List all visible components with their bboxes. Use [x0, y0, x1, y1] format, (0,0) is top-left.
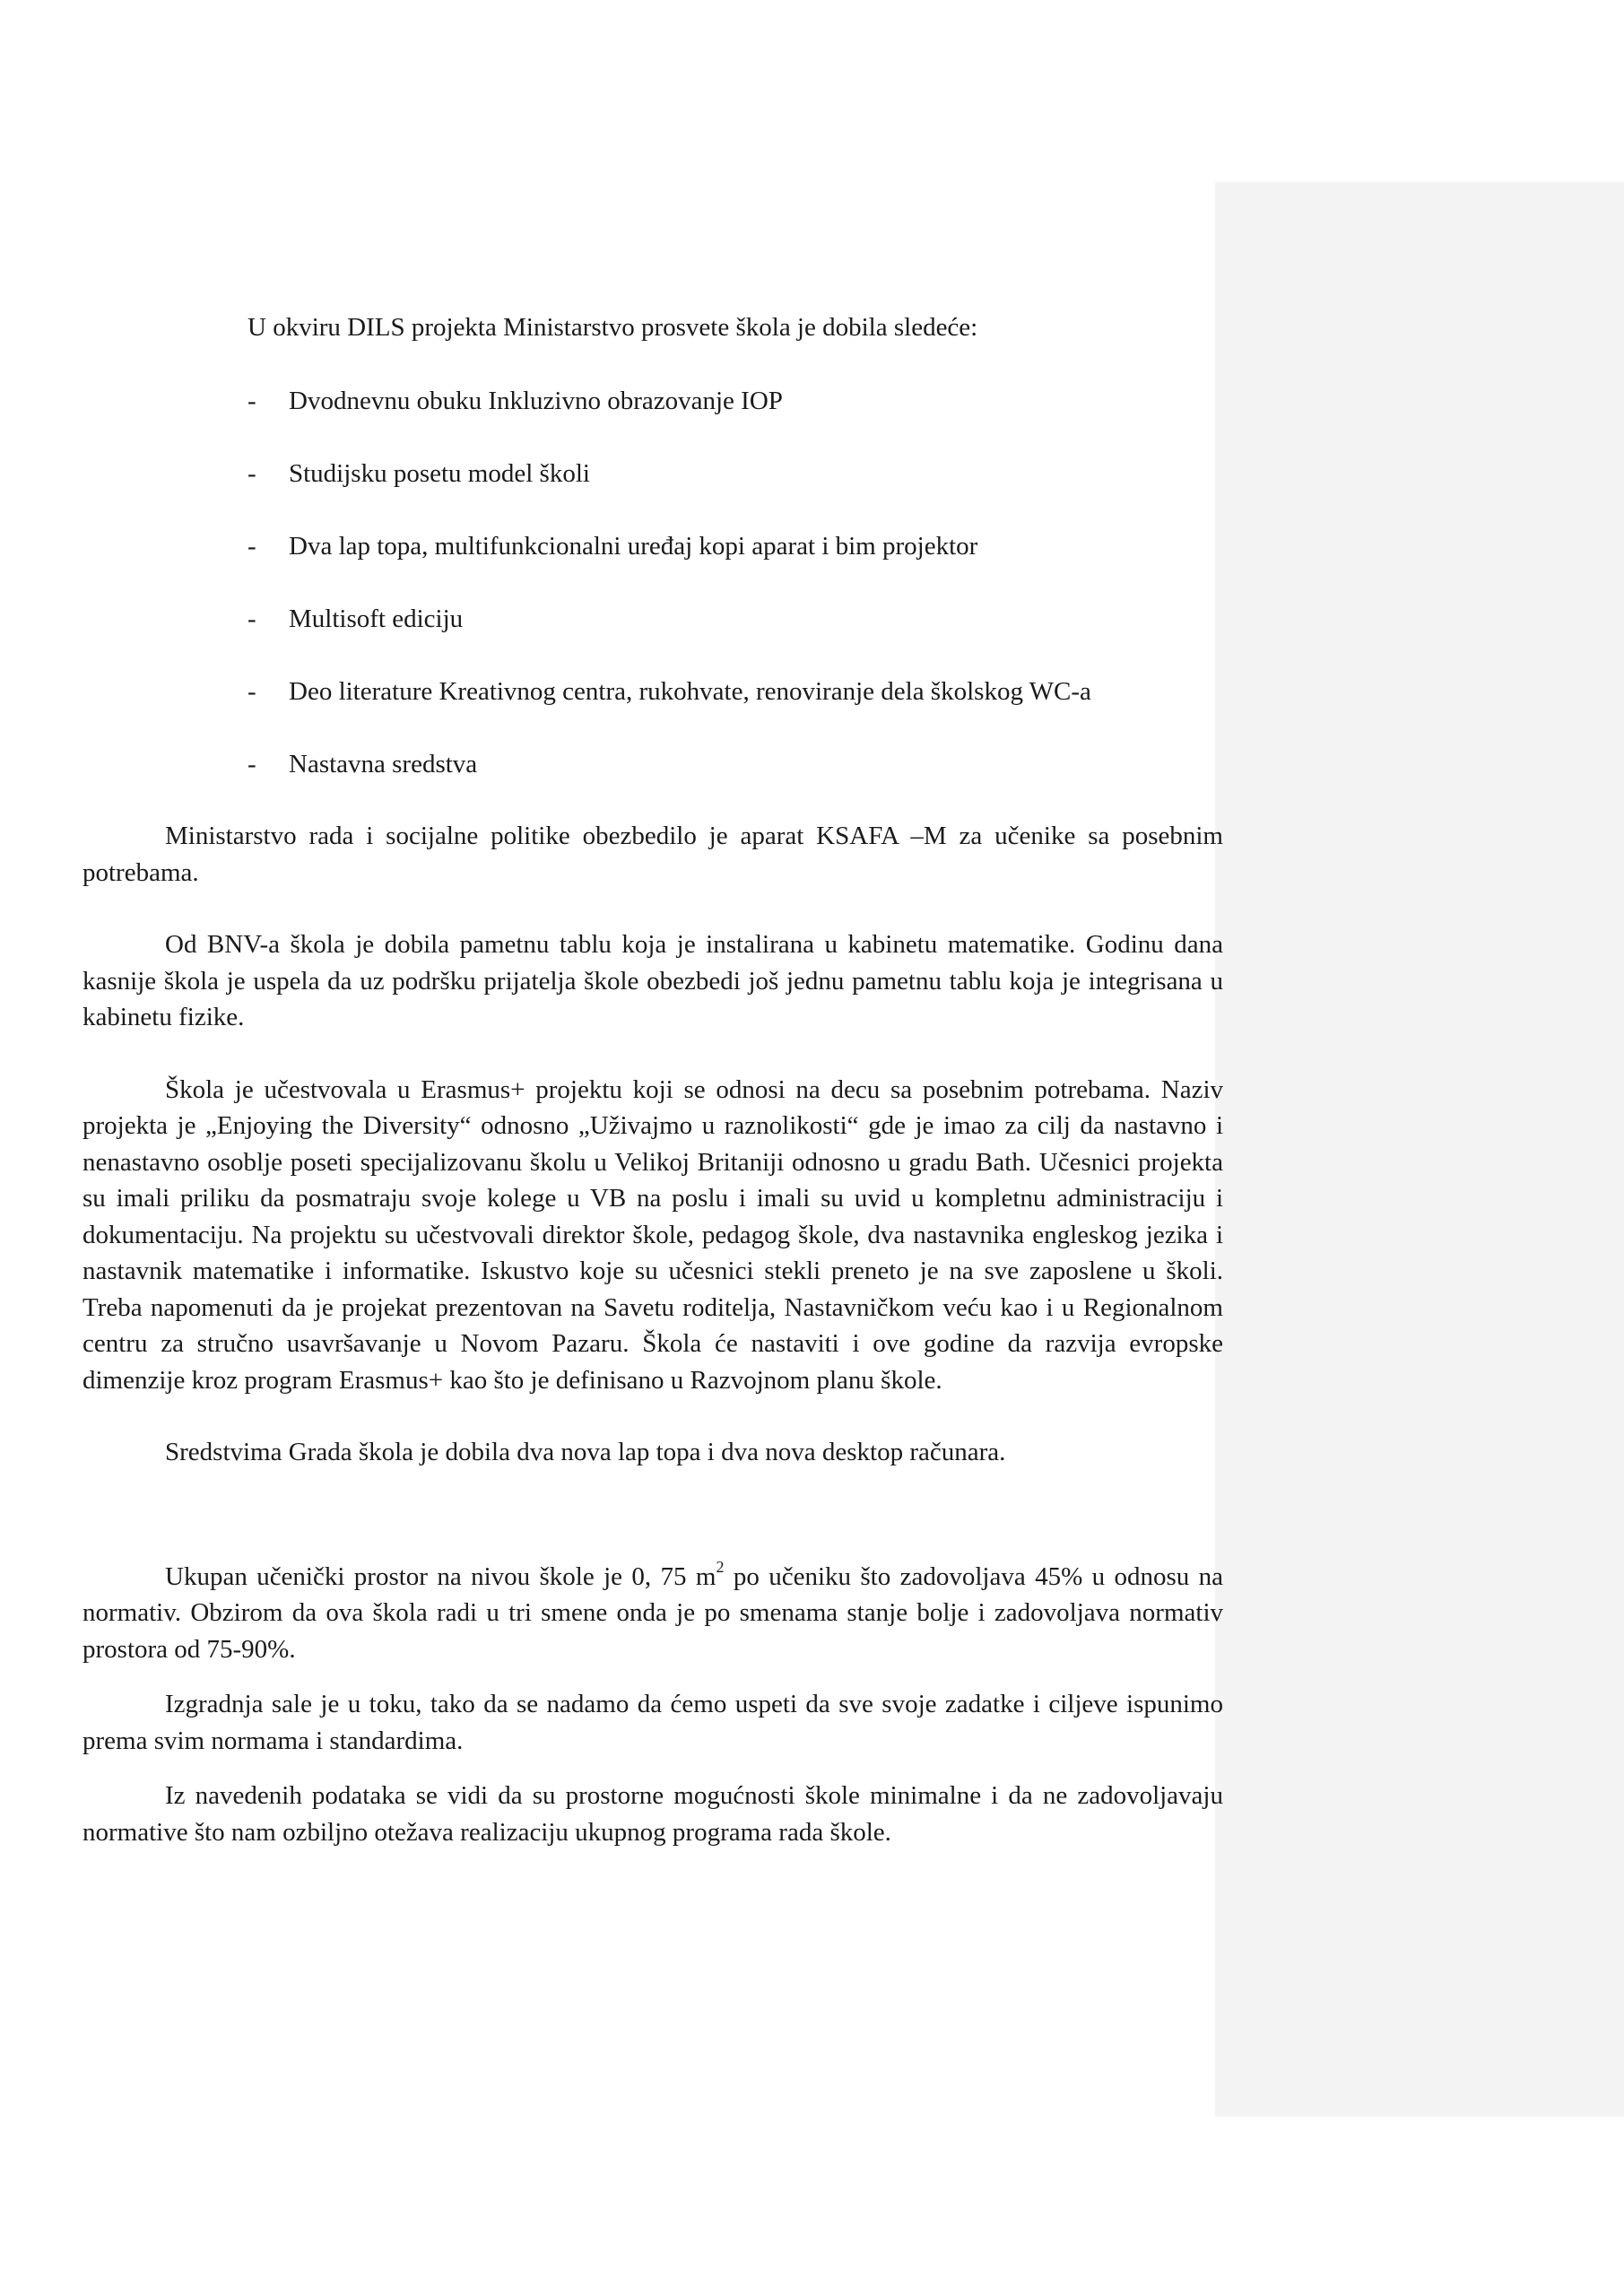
paragraph-erasmus: Škola je učestvovala u Erasmus+ projektu koji se odnosi na decu sa posebnim potrebama. Naziv projekta je „Enjoying the Diversity“ odnosno „Uživajmo u raznolikosti“ gde je imao za cilj da nastavno i nenastavno osoblje poseti specijalizovanu školu u Velikoj Britaniji odnosno u gradu Bath. Učesnici projekta su imali priliku da posmatraju svoje kolege u VB na poslu i imali su uvid u kompletnu administraciju i dokumentaciju. Na projektu su učestvovali direktor škole, pedagog škole, dva nastavnika engleskog jezika i nastavnik matematike i informatike. Iskustvo koje su učesnici stekli preneto je na sve zaposlene u školi. Treba napomenuti da je projekat prezentovan na Savetu roditelja, Nastavničkom veću kao i u Regionalnom centru za stručno usavršavanje u Novom Pazaru. Škola će nastaviti i ove godine da razvija evropske dimenzije kroz program Erasmus+ kao što je definisano u Razvojnom planu škole.: [83, 1074, 1223, 1395]
document-body: [83, 309, 1223, 1850]
bullet-dash: -: [248, 749, 256, 778]
list-item-text: Deo literature Kreativnog centra, rukohvate, renoviranje dela školskog WC-a: [289, 676, 1091, 706]
paragraph-ministry: Ministarstvo rada i socijalne politike obezbedilo je aparat KSAFA –M za učenike sa posebnim potrebama.: [83, 822, 1223, 887]
intro-line: U okviru DILS projekta Ministarstvo prosvete škola je dobila sledeće:: [248, 313, 978, 342]
comment-margin-panel: [1215, 182, 1624, 2117]
list-item: [248, 674, 1223, 710]
list-item-text: Multisoft ediciju: [289, 604, 464, 633]
bullet-dash: -: [248, 676, 256, 706]
paragraph-city: Sredstvima Grada škola je dobila dva nova lap topa i dva nova desktop računara.: [165, 1438, 1006, 1466]
paragraph-space: [83, 1559, 1223, 1668]
list-item-text: Nastavna sredstva: [289, 749, 478, 778]
list-item: [248, 746, 1223, 783]
list-item-text: Dva lap topa, multifunkcionalni uređaj kopi aparat i bim projektor: [289, 531, 978, 561]
list-item-text: Dvodnevnu obuku Inkluzivno obrazovanje IOP: [289, 386, 783, 415]
bullet-list: [165, 383, 1223, 783]
list-item: [248, 383, 1223, 420]
bullet-dash: -: [248, 531, 256, 561]
bullet-dash: -: [248, 458, 256, 488]
paragraph-bnv: Od BNV-a škola je dobila pametnu tablu koja je instalirana u kabinetu matematike. Godinu dana kasnije škola je uspela da uz podršku prijatelja škole obezbedi još jednu pametnu tablu koja je integrisana u kabinetu fizike.: [83, 930, 1223, 1031]
bullet-dash: -: [248, 604, 256, 633]
list-item: [248, 601, 1223, 638]
paragraph-conclusion: Iz navedenih podataka se vidi da su prostorne mogućnosti škole minimalne i da ne zadovoljavaju normative što nam ozbiljno otežava realizaciju ukupnog programa rada škole.: [83, 1781, 1223, 1847]
bullet-dash: -: [248, 386, 256, 415]
list-item: [248, 456, 1223, 492]
space-text-end: po učeniku što zadovoljava 45% u odnosu na normativ. Obzirom da ova škola radi u tri smene onda je po smenama stanje bolje i zadovoljava normativ prostora od 75-90%.: [83, 1561, 1223, 1664]
paragraph-hall: Izgradnja sale je u toku, tako da se nadamo da ćemo uspeti da sve svoje zadatke i ciljeve ispunimo prema svim normama i standardima.: [83, 1690, 1223, 1755]
list-item-text: Studijsku posetu model školi: [289, 458, 590, 488]
space-text-start: Ukupan učenički prostor na nivou škole je 0, 75 m: [165, 1561, 716, 1591]
unit-superscript: 2: [716, 1557, 725, 1576]
list-item: [248, 528, 1223, 565]
